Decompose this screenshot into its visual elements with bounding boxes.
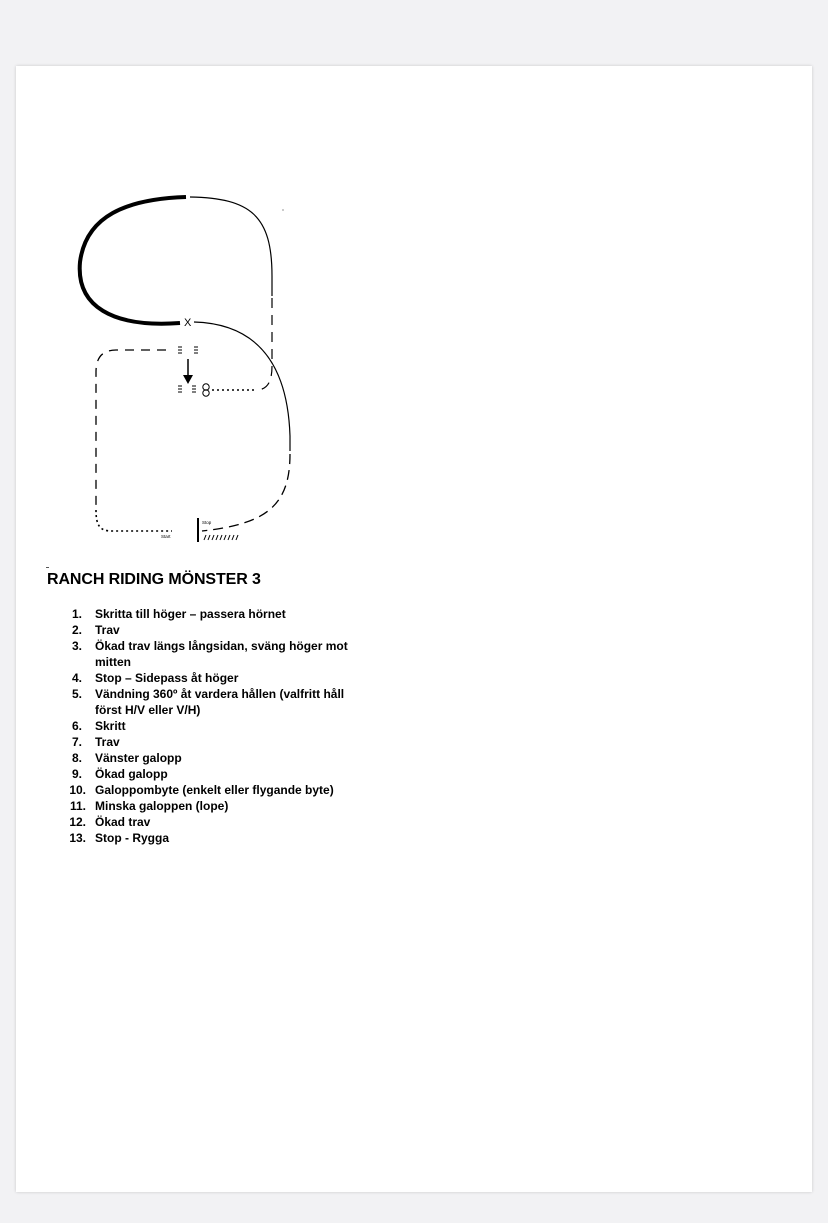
pattern-steps-list (66, 606, 366, 846)
step-item: 4. Stop – Sidepass åt höger (71, 671, 239, 685)
step-item: 8. Vänster galopp (71, 751, 182, 765)
stray-dot (282, 209, 284, 211)
stray-dash-mark (46, 567, 49, 568)
left-dashed-path (96, 350, 166, 506)
turn-loops-icon (203, 384, 209, 396)
arrow-down-icon (183, 359, 193, 384)
step-item: 5. Vändning 360º åt vardera hållen (valfritt håll först H/V eller V/H) (71, 687, 345, 717)
step-item: 3. Ökad trav längs långsidan, sväng höger mot mitten (71, 639, 348, 669)
lower-right-dashed-path (202, 454, 290, 531)
riding-pattern-diagram (16, 66, 812, 566)
top-right-curve-path (190, 197, 272, 296)
right-dashed-path (256, 298, 272, 390)
step-item: 7. Trav (71, 735, 120, 749)
stop-label: Stop (202, 520, 212, 525)
step-item: 13. Stop - Rygga (69, 831, 169, 845)
step-item: 6. Skritt (71, 719, 126, 733)
step-item: 12. Ökad trav (69, 815, 151, 829)
start-label: Start (161, 534, 171, 539)
center-mark-x: X (184, 317, 192, 329)
hoof-marks-upper-icon (178, 347, 198, 353)
bottom-left-dotted-path (96, 510, 172, 531)
step-item: 11. Minska galoppen (lope) (69, 799, 229, 813)
step-item: 10. Galoppombyte (enkelt eller flygande byte) (69, 783, 334, 797)
step-item: 9. Ökad galopp (71, 767, 168, 781)
large-right-curve-path (194, 322, 290, 451)
thick-loop-path (80, 197, 186, 324)
step-item: 1. Skritta till höger – passera hörnet (71, 607, 286, 621)
hoof-marks-lower-icon (178, 386, 196, 392)
step-item: 2. Trav (71, 623, 120, 637)
backup-hatch-marks (204, 535, 238, 540)
document-page (16, 66, 812, 1192)
pattern-title: RANCH RIDING MÖNSTER 3 (47, 571, 261, 588)
